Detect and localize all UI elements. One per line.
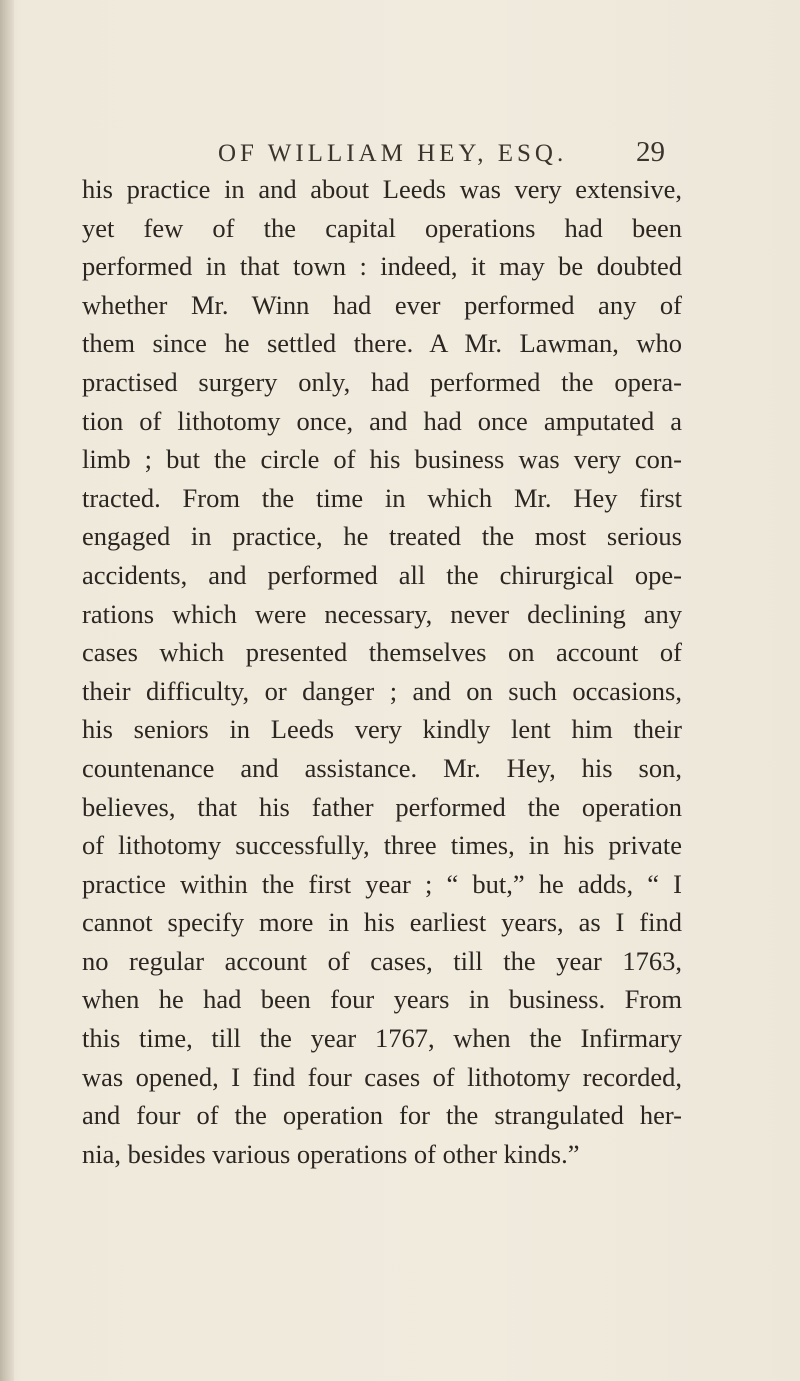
text-line: his seniors in Leeds very kindly lent him their — [82, 714, 682, 745]
text-line: cannot specify more in his earliest years, as I find — [82, 907, 682, 938]
text-line: believes, that his father performed the operation — [82, 791, 682, 822]
text-line: practice within the first year ; “ but,” he adds, “ I — [82, 868, 682, 899]
text-line: was opened, I find four cases of lithotomy recorded, — [82, 1061, 682, 1092]
text-line: this time, till the year 1767, when the Infirmary — [82, 1023, 682, 1054]
text-line: performed in that town : indeed, it may be doubted — [82, 251, 682, 282]
text-line: and four of the operation for the strangulated her- — [82, 1100, 682, 1131]
text-line: engaged in practice, he treated the most serious — [82, 521, 682, 552]
text-line: when he had been four years in business. From — [82, 984, 682, 1015]
text-line: of lithotomy successfully, three times, in his private — [82, 830, 682, 861]
text-line: his practice in and about Leeds was very extensive, — [82, 174, 682, 204]
text-line: accidents, and performed all the chirurgical ope- — [82, 559, 682, 590]
page-gutter — [0, 0, 14, 1381]
text-line: whether Mr. Winn had ever performed any of — [82, 289, 682, 320]
body-text — [82, 170, 682, 1173]
text-line: cases which presented themselves on account of — [82, 637, 682, 668]
text-line: countenance and assistance. Mr. Hey, his son, — [82, 752, 682, 783]
text-line: practised surgery only, had performed the opera- — [82, 366, 682, 397]
text-line: tion of lithotomy once, and had once amputated a — [82, 405, 682, 436]
running-title: OF WILLIAM HEY, ESQ. — [218, 140, 568, 167]
text-line: yet few of the capital operations had been — [82, 212, 682, 243]
text-line: rations which were necessary, never declining any — [82, 598, 682, 629]
text-line: limb ; but the circle of his business was very con- — [82, 444, 682, 475]
page-number: 29 — [636, 136, 665, 168]
text-line: nia, besides various operations of other kinds.” — [82, 1138, 580, 1169]
text-line: their difficulty, or danger ; and on such occasions, — [82, 675, 682, 706]
text-line: tracted. From the time in which Mr. Hey first — [82, 482, 682, 513]
text-line: no regular account of cases, till the year 1763, — [82, 945, 682, 976]
text-line: them since he settled there. A Mr. Lawman, who — [82, 328, 682, 359]
